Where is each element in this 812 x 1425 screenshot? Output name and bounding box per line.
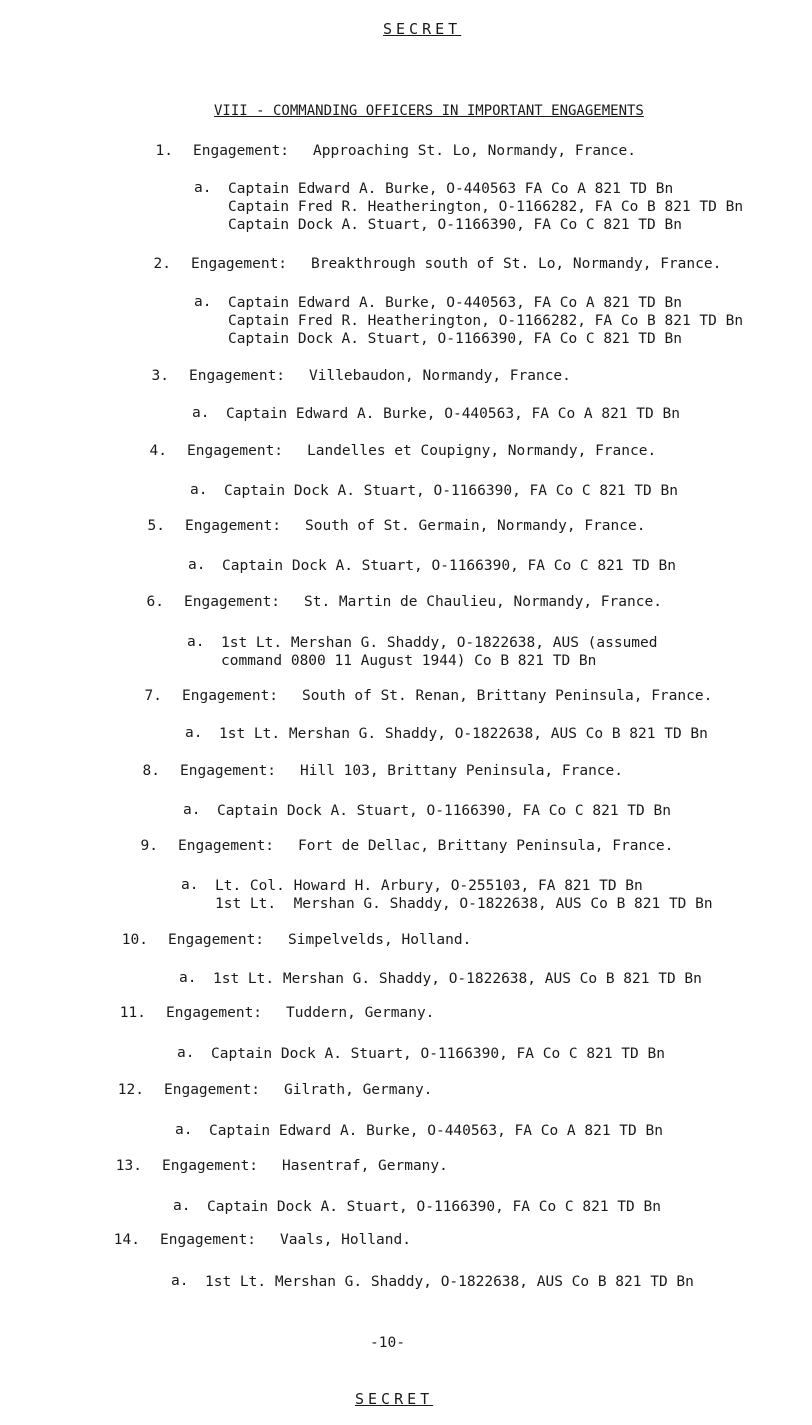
commanding-officer: Captain Dock A. Stuart, O-1166390, FA Co C 821 TD Bn (207, 1199, 661, 1215)
engagement-label: Engagement: (189, 368, 286, 384)
officer-item-letter: a. (179, 970, 197, 986)
commanding-officer: 1st Lt. Mershan G. Shaddy, O-1822638, AUS Co B 821 TD Bn (213, 971, 702, 987)
item-number: 8. (142, 763, 160, 779)
page-number: -10- (370, 1335, 405, 1351)
commanding-officer: Captain Edward A. Burke, O-440563, FA Co A 821 TD Bn (209, 1123, 663, 1139)
item-number: 3. (151, 368, 169, 384)
engagement-label: Engagement: (162, 1158, 259, 1174)
item-number: 12. (117, 1082, 144, 1098)
commanding-officer: 1st Lt. Mershan G. Shaddy, O-1822638, AUS (assumed (221, 635, 658, 651)
item-number: 13. (115, 1158, 142, 1174)
engagement-location: Approaching St. Lo, Normandy, France. (313, 143, 637, 159)
item-number: 10. (121, 932, 148, 948)
officer-item-letter: a. (175, 1122, 193, 1138)
commanding-officer: Captain Dock A. Stuart, O-1166390, FA Co C 821 TD Bn (228, 217, 682, 233)
officer-item-letter: a. (171, 1273, 189, 1289)
item-number: 6. (146, 594, 164, 610)
commanding-officer: Captain Fred R. Heatherington, O-1166282, FA Co B 821 TD Bn (228, 313, 744, 329)
officer-item-letter: a. (188, 557, 206, 573)
engagement-label: Engagement: (184, 594, 281, 610)
officer-item-letter: a. (187, 634, 205, 650)
engagement-label: Engagement: (182, 688, 279, 704)
engagement-location: Tuddern, Germany. (286, 1005, 435, 1021)
officer-item-letter: a. (177, 1045, 195, 1061)
engagement-location: Villebaudon, Normandy, France. (309, 368, 571, 384)
item-number: 9. (140, 838, 158, 854)
item-number: 1. (155, 143, 173, 159)
commanding-officer: Captain Edward A. Burke, O-440563, FA Co A 821 TD Bn (228, 295, 682, 311)
officer-item-letter: a. (190, 482, 208, 498)
item-number: 5. (147, 518, 165, 534)
engagement-location: Hill 103, Brittany Peninsula, France. (300, 763, 624, 779)
engagement-location: Breakthrough south of St. Lo, Normandy, France. (311, 256, 722, 272)
engagement-location: St. Martin de Chaulieu, Normandy, France. (304, 594, 662, 610)
engagement-label: Engagement: (187, 443, 284, 459)
engagement-location: Simpelvelds, Holland. (288, 932, 472, 948)
engagement-label: Engagement: (166, 1005, 263, 1021)
officer-item-letter: a. (173, 1198, 191, 1214)
item-number: 2. (153, 256, 171, 272)
engagement-location: Fort de Dellac, Brittany Peninsula, France. (298, 838, 674, 854)
engagement-location: Vaals, Holland. (280, 1232, 411, 1248)
officer-item-letter: a. (194, 294, 212, 310)
commanding-officer: 1st Lt. Mershan G. Shaddy, O-1822638, AUS Co B 821 TD Bn (219, 726, 708, 742)
item-number: 14. (113, 1232, 140, 1248)
engagement-label: Engagement: (178, 838, 275, 854)
item-number: 11. (119, 1005, 146, 1021)
commanding-officer: 1st Lt. Mershan G. Shaddy, O-1822638, AUS Co B 821 TD Bn (215, 896, 713, 912)
commanding-officer: Captain Dock A. Stuart, O-1166390, FA Co C 821 TD Bn (222, 558, 676, 574)
commanding-officer: Captain Dock A. Stuart, O-1166390, FA Co C 821 TD Bn (217, 803, 671, 819)
commanding-officer: Captain Fred R. Heatherington, O-1166282, FA Co B 821 TD Bn (228, 199, 744, 215)
footer-classification: SECRET (355, 1390, 434, 1408)
engagement-label: Engagement: (180, 763, 277, 779)
officer-item-letter: a. (194, 180, 212, 196)
engagement-location: Hasentraf, Germany. (282, 1158, 448, 1174)
item-number: 7. (144, 688, 162, 704)
engagement-label: Engagement: (193, 143, 290, 159)
item-number: 4. (149, 443, 167, 459)
commanding-officer: Captain Dock A. Stuart, O-1166390, FA Co C 821 TD Bn (228, 331, 682, 347)
engagement-location: South of St. Renan, Brittany Peninsula, France. (302, 688, 713, 704)
engagement-label: Engagement: (160, 1232, 257, 1248)
commanding-officer: Captain Dock A. Stuart, O-1166390, FA Co C 821 TD Bn (211, 1046, 665, 1062)
commanding-officer: 1st Lt. Mershan G. Shaddy, O-1822638, AUS Co B 821 TD Bn (205, 1274, 694, 1290)
officer-item-letter: a. (183, 802, 201, 818)
engagement-label: Engagement: (164, 1082, 261, 1098)
engagement-label: Engagement: (185, 518, 282, 534)
commanding-officer: Lt. Col. Howard H. Arbury, O-255103, FA 821 TD Bn (215, 878, 643, 894)
officer-item-letter: a. (185, 725, 203, 741)
officer-item-letter: a. (181, 877, 199, 893)
header-classification: SECRET (383, 20, 462, 38)
commanding-officer: command 0800 11 August 1944) Co B 821 TD Bn (221, 653, 597, 669)
engagement-label: Engagement: (191, 256, 288, 272)
engagement-location: Landelles et Coupigny, Normandy, France. (307, 443, 657, 459)
engagement-location: South of St. Germain, Normandy, France. (305, 518, 646, 534)
commanding-officer: Captain Edward A. Burke, O-440563, FA Co A 821 TD Bn (226, 406, 680, 422)
engagement-location: Gilrath, Germany. (284, 1082, 433, 1098)
commanding-officer: Captain Edward A. Burke, O-440563 FA Co A 821 TD Bn (228, 181, 674, 197)
commanding-officer: Captain Dock A. Stuart, O-1166390, FA Co C 821 TD Bn (224, 483, 678, 499)
officer-item-letter: a. (192, 405, 210, 421)
engagement-label: Engagement: (168, 932, 265, 948)
section-title: VIII - COMMANDING OFFICERS IN IMPORTANT ENGAGEMENTS (214, 103, 644, 119)
